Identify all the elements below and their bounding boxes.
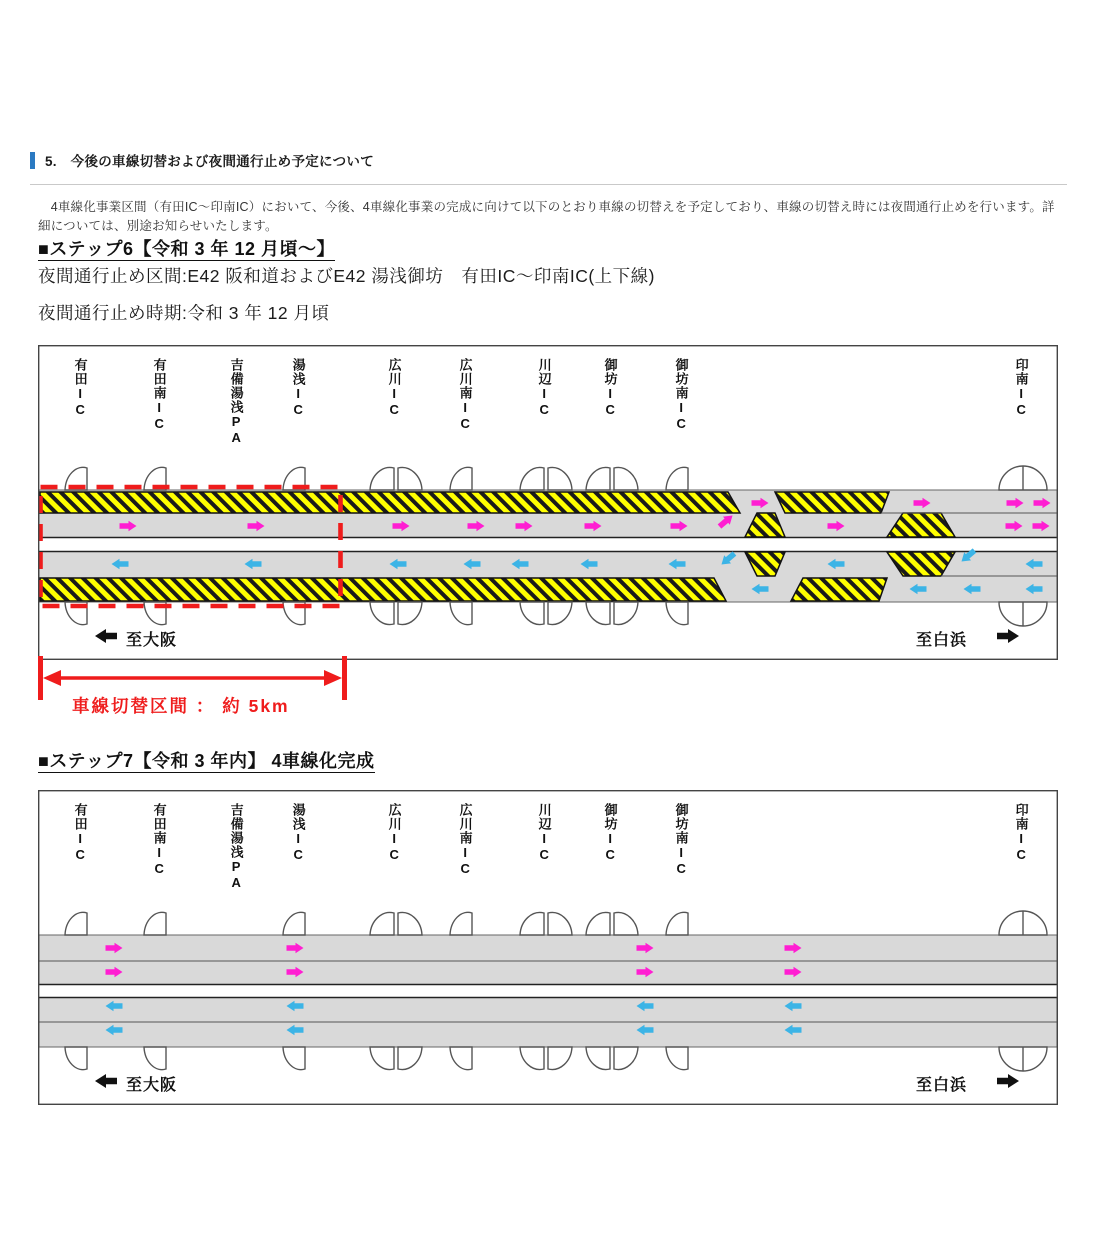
- step7-diagram: [38, 790, 1058, 1105]
- lane-switch-note: 車線切替区間 ： 約 5km: [72, 696, 290, 716]
- left-arrowhead-icon: [43, 670, 61, 686]
- ic-label: 有田南IC: [151, 803, 167, 877]
- intro-line-1: 4車線化事業区間（有田IC～印南IC）において、今後、4車線化事業の完成に向けて以下のとおり車線の切替えを予定しており、車線の切替え時には夜間通行止めを行います。詳: [38, 200, 1055, 214]
- step6-diagram: [38, 345, 1058, 660]
- ic-label: 川辺IC: [536, 803, 552, 863]
- ic-label: 広川IC: [386, 358, 402, 418]
- ic-label: 御坊南IC: [673, 358, 689, 432]
- direction-arrows: [95, 1074, 1019, 1088]
- ic-label: 有田IC: [72, 358, 88, 418]
- ic-label: 広川南IC: [457, 803, 473, 877]
- ic-label: 御坊IC: [602, 803, 618, 863]
- ic-label: 湯浅IC: [290, 803, 306, 863]
- step6-closure-time: 夜間通行止め時期:令和 3 年 12 月頃: [38, 303, 330, 323]
- to-osaka-label: 至大阪: [126, 1077, 178, 1094]
- divider: [30, 184, 1067, 185]
- section-accent-bar: [30, 152, 35, 169]
- ic-label: 有田南IC: [151, 358, 167, 432]
- step6-heading: ■ステップ6【令和 3 年 12 月頃～】: [38, 239, 336, 259]
- step6-closure-section: 夜間通行止め区間:E42 阪和道およびE42 湯浅御坊 有田IC～印南IC(上下線): [38, 266, 656, 286]
- intro-paragraph: [38, 198, 1080, 236]
- ic-label: 印南IC: [1013, 803, 1029, 863]
- ic-label: 有田IC: [72, 803, 88, 863]
- section-title: 5. 今後の車線切替および夜間通行止め予定について: [45, 154, 374, 169]
- to-shirahama-label: 至白浜: [916, 1077, 968, 1094]
- ic-label: 吉備湯浅PA: [228, 358, 244, 446]
- ic-label: 吉備湯浅PA: [228, 803, 244, 891]
- to-shirahama-label: 至白浜: [916, 632, 968, 649]
- intro-line-2: 細については、別途お知らせいたします。: [38, 219, 278, 233]
- direction-arrows: [95, 629, 1019, 643]
- ic-label: 印南IC: [1013, 358, 1029, 418]
- ic-label: 広川IC: [386, 803, 402, 863]
- ic-label: 御坊南IC: [673, 803, 689, 877]
- ic-label: 御坊IC: [602, 358, 618, 418]
- step7-heading: ■ステップ7【令和 3 年内】 4車線化完成: [38, 751, 375, 771]
- to-osaka-label: 至大阪: [126, 632, 178, 649]
- ic-label: 湯浅IC: [290, 358, 306, 418]
- road: [39, 935, 1057, 1047]
- right-arrowhead-icon: [324, 670, 342, 686]
- ic-label: 広川南IC: [457, 358, 473, 432]
- ic-label: 川辺IC: [536, 358, 552, 418]
- section-header: [30, 150, 374, 171]
